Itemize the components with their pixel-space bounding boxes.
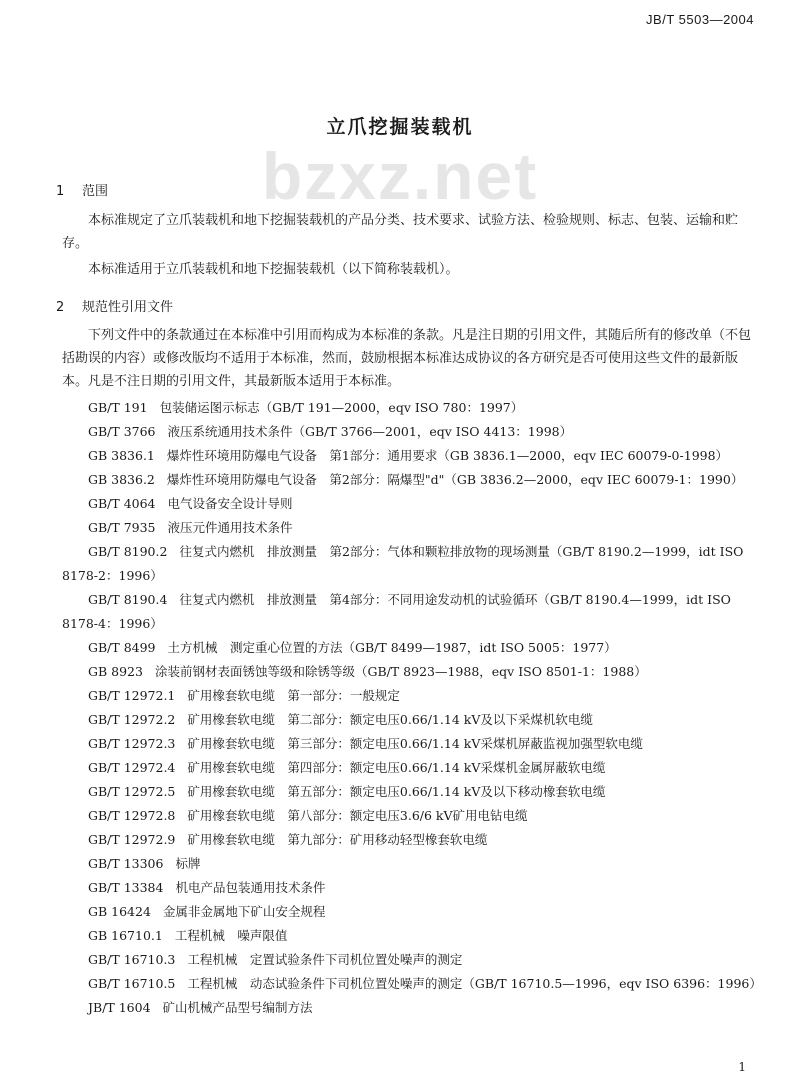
- reference-item: [62, 468, 762, 492]
- reference-code: GB/T 12972.9: [88, 832, 176, 847]
- reference-item: [62, 636, 762, 660]
- reference-item: [62, 828, 762, 852]
- reference-title: 矿用橡套软电缆 第八部分：额定电压3.6/6 kV矿用电钻电缆: [187, 808, 528, 823]
- reference-item: [62, 684, 762, 708]
- reference-item: [62, 948, 762, 972]
- reference-item: [62, 588, 762, 636]
- reference-code: GB/T 7935: [88, 520, 156, 535]
- reference-code: GB/T 12972.2: [88, 712, 176, 727]
- reference-title: 矿用橡套软电缆 第二部分：额定电压0.66/1.14 kV及以下采煤机软电缆: [187, 712, 593, 727]
- reference-item: [62, 972, 762, 996]
- reference-code: GB/T 12972.3: [88, 736, 176, 751]
- reference-title: 矿用橡套软电缆 第一部分：一般规定: [187, 688, 400, 703]
- reference-item: [62, 804, 762, 828]
- reference-code: GB/T 12972.5: [88, 784, 176, 799]
- reference-code: GB/T 12972.1: [88, 688, 176, 703]
- reference-item: [62, 852, 762, 876]
- reference-item: [62, 420, 762, 444]
- standard-code: JB/T 5503—2004: [646, 12, 754, 27]
- reference-title: 矿用橡套软电缆 第四部分：额定电压0.66/1.14 kV采煤机金属屏蔽软电缆: [187, 760, 606, 775]
- reference-code: GB 3836.2: [88, 472, 155, 487]
- page-number: 1: [738, 1060, 746, 1074]
- document-title: 立爪挖掘装载机: [326, 116, 474, 138]
- reference-title: 往复式内燃机 排放测量 第4部分：不同用途发动机的试验循环（GB/T 8190.4—1999，idt ISO 8178-4：1996）: [62, 592, 731, 631]
- reference-title: 矿用橡套软电缆 第九部分：矿用移动轻型橡套软电缆: [187, 832, 488, 847]
- reference-item: [62, 876, 762, 900]
- reference-code: GB 16710.1: [88, 928, 163, 943]
- reference-code: GB/T 12972.8: [88, 808, 176, 823]
- reference-title: 矿山机械产品型号编制方法: [162, 1000, 313, 1015]
- reference-list: [62, 396, 762, 1020]
- scope-paragraph-1: 本标准规定了立爪装载机和地下挖掘装载机的产品分类、技术要求、试验方法、检验规则、标志、包装、运输和贮存。: [62, 213, 739, 251]
- reference-title: 爆炸性环境用防爆电气设备 第2部分：隔爆型"d"（GB 3836.2—2000，eqv IEC 60079-1：1990）: [166, 472, 744, 487]
- section-2-heading: [56, 296, 173, 315]
- reference-code: GB/T 16710.3: [88, 952, 176, 967]
- reference-code: GB/T 4064: [88, 496, 156, 511]
- reference-code: GB/T 8190.2: [88, 544, 168, 559]
- reference-title: 土方机械 测定重心位置的方法（GB/T 8499—1987，idt ISO 5005：1977）: [167, 640, 617, 655]
- reference-item: [62, 396, 762, 420]
- reference-code: GB/T 191: [88, 400, 148, 415]
- reference-title: 矿用橡套软电缆 第五部分：额定电压0.66/1.14 kV及以下移动橡套软电缆: [187, 784, 606, 799]
- reference-item: [62, 900, 762, 924]
- reference-item: [62, 660, 762, 684]
- reference-title: 工程机械 噪声限值: [174, 928, 288, 943]
- reference-item: [62, 516, 762, 540]
- reference-code: GB 8923: [88, 664, 143, 679]
- reference-title: 涂装前钢材表面锈蚀等级和除锈等级（GB/T 8923—1988，eqv ISO 8501-1：1988）: [154, 664, 647, 679]
- reference-item: [62, 444, 762, 468]
- reference-code: GB 16424: [88, 904, 151, 919]
- reference-item: [62, 732, 762, 756]
- reference-item: [62, 780, 762, 804]
- reference-item: [62, 540, 762, 588]
- reference-title: 液压元件通用技术条件: [167, 520, 293, 535]
- references-intro: 下列文件中的条款通过在本标准中引用而构成为本标准的条款。凡是注日期的引用文件，其随后所有的修改单（不包括勘误的内容）或修改版均不适用于本标准，然而，鼓励根据本标准达成协议的各方研究是否可使用这些文件的最新版本。凡是不注日期的引用文件，其最新版本适用于本标准。: [62, 328, 752, 389]
- reference-title: 工程机械 动态试验条件下司机位置处噪声的测定（GB/T 16710.5—1996，eqv ISO 6396：1996）: [187, 976, 762, 991]
- reference-code: GB/T 12972.4: [88, 760, 176, 775]
- reference-title: 往复式内燃机 排放测量 第2部分：气体和颗粒排放物的现场测量（GB/T 8190.2—1999，idt ISO 8178-2：1996）: [62, 544, 744, 583]
- reference-title: 包装储运图示标志（GB/T 191—2000，eqv ISO 780：1997）: [159, 400, 524, 415]
- reference-item: [62, 996, 762, 1020]
- reference-code: GB/T 8499: [88, 640, 156, 655]
- reference-code: GB/T 3766: [88, 424, 156, 439]
- scope-paragraph-2: 本标准适用于立爪装载机和地下挖掘装载机（以下简称装载机）。: [88, 262, 459, 277]
- reference-title: 工程机械 定置试验条件下司机位置处噪声的测定: [187, 952, 463, 967]
- reference-title: 矿用橡套软电缆 第三部分：额定电压0.66/1.14 kV采煤机屏蔽监视加强型软电缆: [187, 736, 643, 751]
- reference-title: 电气设备安全设计导则: [167, 496, 293, 511]
- section-number: 1: [56, 184, 65, 199]
- reference-code: GB 3836.1: [88, 448, 155, 463]
- reference-code: GB/T 13384: [88, 880, 164, 895]
- reference-title: 标牌: [175, 856, 201, 871]
- reference-title: 金属非金属地下矿山安全规程: [162, 904, 326, 919]
- reference-title: 爆炸性环境用防爆电气设备 第1部分：通用要求（GB 3836.1—2000，eqv IEC 60079-0-1998）: [166, 448, 729, 463]
- reference-item: [62, 924, 762, 948]
- section-title: 规范性引用文件: [82, 300, 174, 315]
- reference-item: [62, 492, 762, 516]
- watermark: bzxz.net: [261, 139, 539, 213]
- reference-item: [62, 708, 762, 732]
- reference-title: 液压系统通用技术条件（GB/T 3766—2001，eqv ISO 4413：1998）: [167, 424, 573, 439]
- reference-code: GB/T 8190.4: [88, 592, 168, 607]
- reference-item: [62, 756, 762, 780]
- section-number: 2: [56, 300, 65, 315]
- reference-title: 机电产品包装通用技术条件: [175, 880, 326, 895]
- reference-code: GB/T 16710.5: [88, 976, 176, 991]
- section-1-heading: [56, 180, 108, 199]
- reference-code: JB/T 1604: [88, 1000, 151, 1015]
- section-title: 范围: [82, 184, 109, 199]
- reference-code: GB/T 13306: [88, 856, 164, 871]
